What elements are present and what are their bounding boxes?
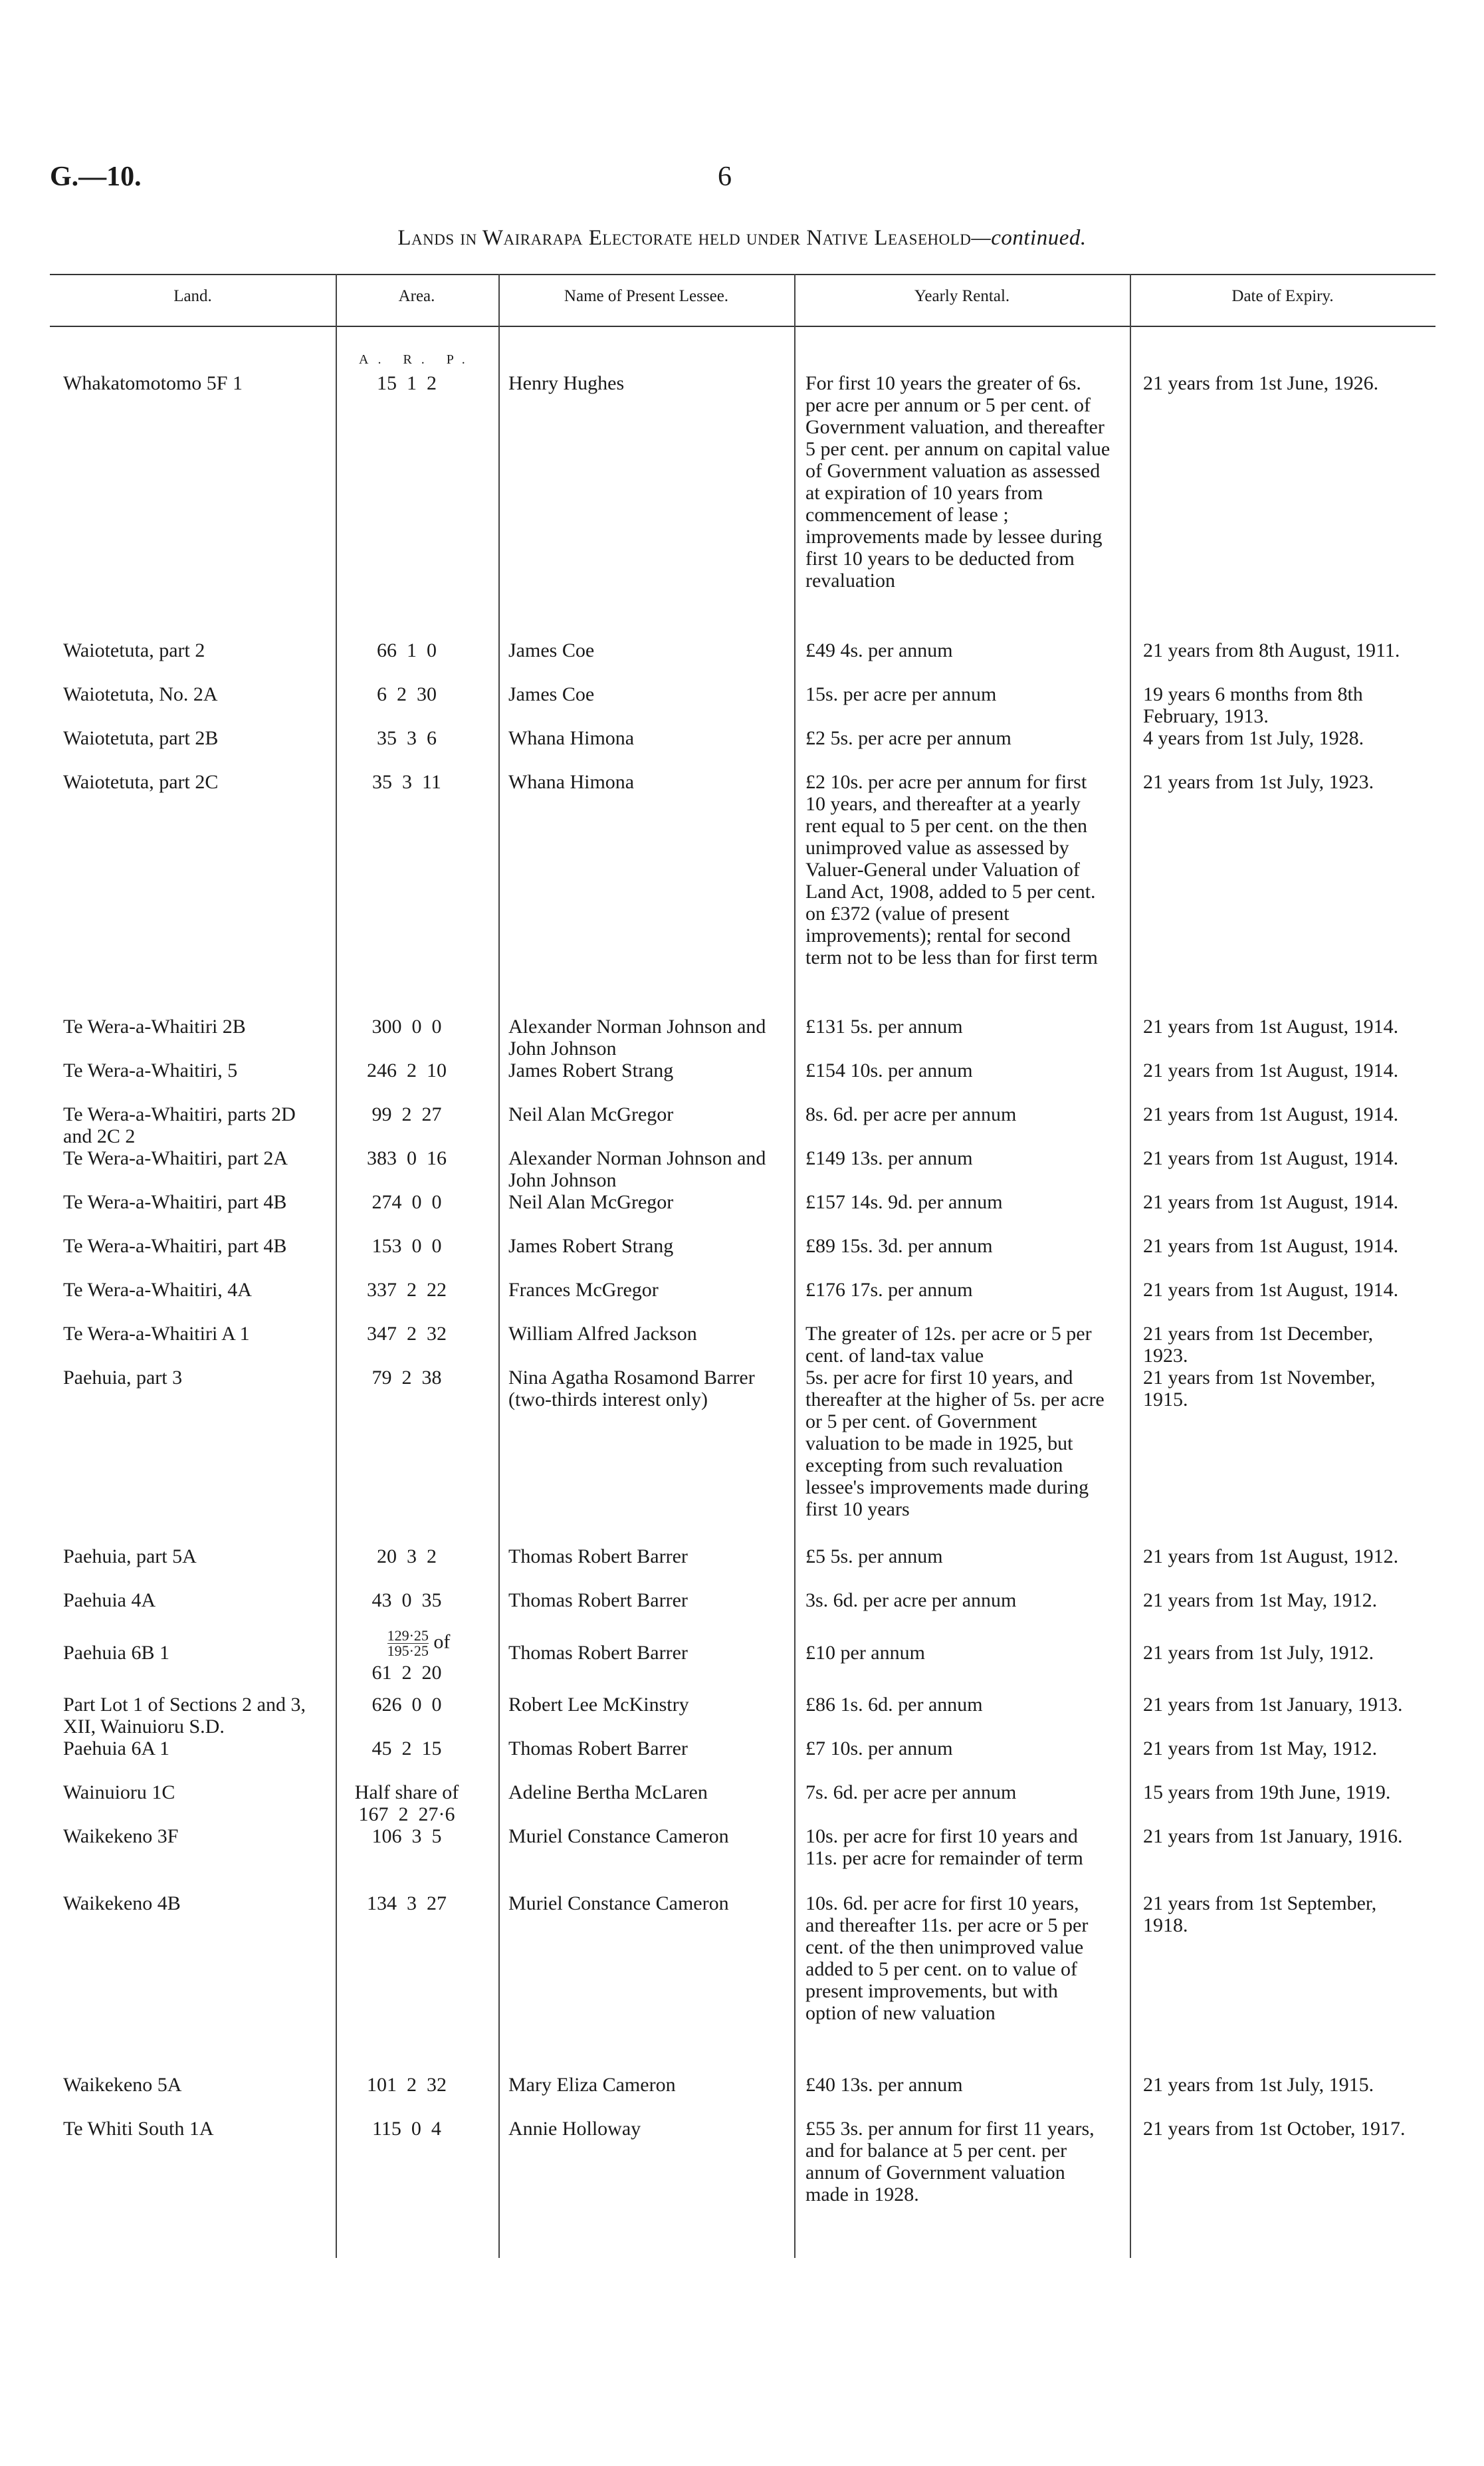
col-header-land: Land. <box>173 287 212 305</box>
row-rental: £176 17s. per annum <box>805 1279 973 1301</box>
row-lessee: Alexander Norman Johnson and John Johnson <box>508 1147 766 1191</box>
row-land: Wainuioru 1C <box>63 1781 175 1803</box>
row-land: Waiotetuta, part 2B <box>63 727 219 749</box>
row-expiry: 21 years from 1st August, 1914. <box>1143 1147 1399 1169</box>
row-expiry: 21 years from 1st January, 1913. <box>1143 1694 1403 1716</box>
row-land: Te Wera-a-Whaitiri, 5 <box>63 1060 238 1081</box>
row-lessee: Adeline Bertha McLaren <box>508 1781 708 1803</box>
col-header-lessee: Name of Present Lessee. <box>564 287 729 305</box>
row-rental: £89 15s. 3d. per annum <box>805 1235 993 1257</box>
row-area: 115 0 4 <box>372 2118 441 2140</box>
row-rental: 7s. 6d. per acre per annum <box>805 1781 1017 1803</box>
row-expiry: 21 years from 8th August, 1911. <box>1143 639 1400 661</box>
row-area: 45 2 15 <box>371 1737 442 1759</box>
row-land: Paehuia, part 5A <box>63 1545 197 1567</box>
row-expiry: 19 years 6 months from 8th February, 1913. <box>1143 683 1363 727</box>
row-lessee: Muriel Constance Cameron <box>508 1825 729 1847</box>
header-bottom-rule <box>50 326 1435 327</box>
row-expiry: 21 years from 1st November, 1915. <box>1143 1367 1376 1410</box>
row-land: Te Whiti South 1A <box>63 2118 214 2140</box>
row-expiry: 21 years from 1st August, 1912. <box>1143 1545 1399 1567</box>
row-land: Te Wera-a-Whaitiri, parts 2D and 2C 2 <box>63 1103 296 1147</box>
row-rental: £154 10s. per annum <box>805 1060 973 1081</box>
row-area: 101 2 32 <box>367 2074 447 2096</box>
row-expiry: 21 years from 1st August, 1914. <box>1143 1191 1399 1213</box>
row-area: 35 3 11 <box>372 771 441 793</box>
row-area: 274 0 0 <box>371 1191 442 1213</box>
row-expiry: 21 years from 1st January, 1916. <box>1143 1825 1403 1847</box>
row-area: 20 3 2 <box>377 1545 437 1567</box>
row-land: Waiotetuta, part 2 <box>63 639 205 661</box>
row-land: Te Wera-a-Whaitiri, part 4B <box>63 1191 287 1213</box>
row-area: 15 1 2 <box>377 372 437 394</box>
row-rental: £55 3s. per annum for first 11 years, and for balance at 5 per cent. per annum of Government valuation made in 1928. <box>805 2118 1095 2205</box>
row-land: Part Lot 1 of Sections 2 and 3, XII, Wainuioru S.D. <box>63 1694 306 1737</box>
row-land: Paehuia, part 3 <box>63 1367 183 1389</box>
row-rental: 3s. 6d. per acre per annum <box>805 1589 1017 1611</box>
row-rental: £131 5s. per annum <box>805 1016 963 1038</box>
column-rule-1 <box>336 274 337 2258</box>
row-rental: £7 10s. per annum <box>805 1737 953 1759</box>
column-rule-4 <box>1130 274 1131 2258</box>
row-area: 383 0 16 <box>367 1147 447 1169</box>
row-area: 153 0 0 <box>371 1235 442 1257</box>
title-text: Lands in Wairarapa Electorate held under Native Leasehold <box>397 226 972 250</box>
row-land: Te Wera-a-Whaitiri, part 4B <box>63 1235 287 1257</box>
row-expiry: 21 years from 1st August, 1914. <box>1143 1279 1399 1301</box>
page-number: 6 <box>718 162 732 192</box>
row-land: Waiotetuta, part 2C <box>63 771 219 793</box>
row-rental: £40 13s. per annum <box>805 2074 963 2096</box>
row-land: Whakatomotomo 5F 1 <box>63 372 243 394</box>
row-area: 99 2 27 <box>371 1103 442 1125</box>
row-lessee: Robert Lee McKinstry <box>508 1694 689 1716</box>
row-lessee: Nina Agatha Rosamond Barrer (two-thirds interest only) <box>508 1367 755 1410</box>
row-expiry: 15 years from 19th June, 1919. <box>1143 1781 1391 1803</box>
row-area: 134 3 27 <box>367 1892 447 1914</box>
row-rental: 8s. 6d. per acre per annum <box>805 1103 1017 1125</box>
row-land: Waikekeno 5A <box>63 2074 182 2096</box>
fraction-bottom: 195·25 <box>387 1642 429 1659</box>
row-expiry: 21 years from 1st October, 1917. <box>1143 2118 1406 2140</box>
row-rental: £86 1s. 6d. per annum <box>805 1694 983 1716</box>
row-lessee: James Robert Strang <box>508 1060 674 1081</box>
row-land: Waikekeno 4B <box>63 1892 181 1914</box>
row-lessee: Frances McGregor <box>508 1279 659 1301</box>
row-land: Waiotetuta, No. 2A <box>63 683 218 705</box>
row-lessee: Muriel Constance Cameron <box>508 1892 729 1914</box>
fraction-of: of <box>433 1630 451 1653</box>
row-land: Te Wera-a-Whaitiri, part 2A <box>63 1147 288 1169</box>
row-area: 347 2 32 <box>367 1323 447 1345</box>
row-rental: 5s. per acre for first 10 years, and thereafter at the higher of 5s. per acre or 5 per cent. of Government valuation to be made in 1925, but excepting from such revaluation lessee's improvements made during first 10 years <box>805 1367 1105 1520</box>
row-expiry: 21 years from 1st August, 1914. <box>1143 1103 1399 1125</box>
row-rental: The greater of 12s. per acre or 5 per cent. of land-tax value <box>805 1323 1092 1367</box>
row-lessee: Thomas Robert Barrer <box>508 1737 688 1759</box>
row-area-fraction <box>352 1628 485 1658</box>
row-lessee: James Coe <box>508 683 595 705</box>
row-area: 626 0 0 <box>371 1694 442 1716</box>
row-land: Te Wera-a-Whaitiri 2B <box>63 1016 246 1038</box>
row-expiry: 21 years from 1st December, 1923. <box>1143 1323 1374 1367</box>
row-land: Waikekeno 3F <box>63 1825 179 1847</box>
row-area: 300 0 0 <box>371 1016 442 1038</box>
row-expiry: 21 years from 1st May, 1912. <box>1143 1589 1378 1611</box>
row-land: Te Wera-a-Whaitiri, 4A <box>63 1279 252 1301</box>
col-header-expiry: Date of Expiry. <box>1231 287 1334 305</box>
row-lessee: Whana Himona <box>508 771 635 793</box>
row-land: Paehuia 6A 1 <box>63 1737 169 1759</box>
row-area: 106 3 5 <box>371 1825 442 1847</box>
row-expiry: 21 years from 1st August, 1914. <box>1143 1016 1399 1038</box>
row-rental: 15s. per acre per annum <box>805 683 997 705</box>
fraction <box>387 1628 429 1658</box>
row-lessee: Henry Hughes <box>508 372 625 394</box>
row-expiry: 21 years from 1st August, 1914. <box>1143 1060 1399 1081</box>
row-rental: £5 5s. per annum <box>805 1545 943 1567</box>
row-area: Half share of 167 2 27·6 <box>354 1781 459 1825</box>
row-expiry: 21 years from 1st August, 1914. <box>1143 1235 1399 1257</box>
row-expiry: 21 years from 1st May, 1912. <box>1143 1737 1378 1759</box>
row-lessee: Thomas Robert Barrer <box>508 1642 688 1664</box>
row-expiry: 4 years from 1st July, 1928. <box>1143 727 1364 749</box>
row-expiry: 21 years from 1st July, 1915. <box>1143 2074 1374 2096</box>
row-land: Paehuia 6B 1 <box>63 1642 169 1664</box>
row-area: 337 2 22 <box>367 1279 447 1301</box>
row-lessee: Whana Himona <box>508 727 635 749</box>
row-rental: £149 13s. per annum <box>805 1147 973 1169</box>
row-area: 246 2 10 <box>367 1060 447 1081</box>
table-title <box>0 226 1484 251</box>
column-rule-3 <box>794 274 795 2258</box>
row-rental: £2 10s. per acre per annum for first 10 years, and thereafter at a yearly rent equal to 5 per cent. on the then unimproved value as assessed by Valuer-General under Valuation of Land Act, 1908, added to 5 per cent. on £372 (value of present improvements); rental for second term not to be less than for first term <box>805 771 1098 968</box>
row-lessee: Mary Eliza Cameron <box>508 2074 676 2096</box>
column-rule-2 <box>498 274 500 2258</box>
row-rental: For first 10 years the greater of 6s. per acre per annum or 5 per cent. of Government valuation, and thereafter 5 per cent. per annum on capital value of Government valuation as assessed at expiration of 10 years from commencement of lease ; improvements made by lessee during first 10 years to be deducted from revaluation <box>805 372 1111 592</box>
row-expiry: 21 years from 1st September, 1918. <box>1143 1892 1377 1936</box>
row-area: 79 2 38 <box>371 1367 442 1389</box>
row-area: 43 0 35 <box>371 1589 442 1611</box>
row-lessee: William Alfred Jackson <box>508 1323 697 1345</box>
row-area: 66 1 0 <box>377 639 437 661</box>
row-area: 61 2 20 <box>371 1662 442 1684</box>
row-rental: £10 per annum <box>805 1642 925 1664</box>
page-ref: G.—10. <box>50 162 142 192</box>
row-rental: £49 4s. per annum <box>805 639 953 661</box>
area-units: A. R. P. <box>359 352 475 367</box>
row-lessee: Annie Holloway <box>508 2118 641 2140</box>
row-area: 6 2 30 <box>377 683 437 705</box>
row-lessee: Neil Alan McGregor <box>508 1103 674 1125</box>
row-land: Paehuia 4A <box>63 1589 156 1611</box>
row-rental: £157 14s. 9d. per annum <box>805 1191 1003 1213</box>
row-lessee: Thomas Robert Barrer <box>508 1589 688 1611</box>
col-header-rental: Yearly Rental. <box>914 287 1010 305</box>
row-rental: £2 5s. per acre per annum <box>805 727 1011 749</box>
header-top-rule <box>50 274 1435 275</box>
row-rental: 10s. per acre for first 10 years and 11s. per acre for remainder of term <box>805 1825 1083 1869</box>
row-lessee: Neil Alan McGregor <box>508 1191 674 1213</box>
row-lessee: James Robert Strang <box>508 1235 674 1257</box>
row-area: 35 3 6 <box>377 727 437 749</box>
row-lessee: James Coe <box>508 639 595 661</box>
row-lessee: Alexander Norman Johnson and John Johnson <box>508 1016 766 1060</box>
row-expiry: 21 years from 1st July, 1923. <box>1143 771 1374 793</box>
fraction-top: 129·25 <box>387 1627 429 1644</box>
row-land: Te Wera-a-Whaitiri A 1 <box>63 1323 250 1345</box>
row-expiry: 21 years from 1st July, 1912. <box>1143 1642 1374 1664</box>
row-lessee: Thomas Robert Barrer <box>508 1545 688 1567</box>
col-header-area: Area. <box>398 287 435 305</box>
row-expiry: 21 years from 1st June, 1926. <box>1143 372 1379 394</box>
row-rental: 10s. 6d. per acre for first 10 years, and thereafter 11s. per acre or 5 per cent. of the then unimproved value added to 5 per cent. on to value of present improvements, but with option of new valuation <box>805 1892 1089 2024</box>
title-continued: —continued. <box>971 226 1087 250</box>
